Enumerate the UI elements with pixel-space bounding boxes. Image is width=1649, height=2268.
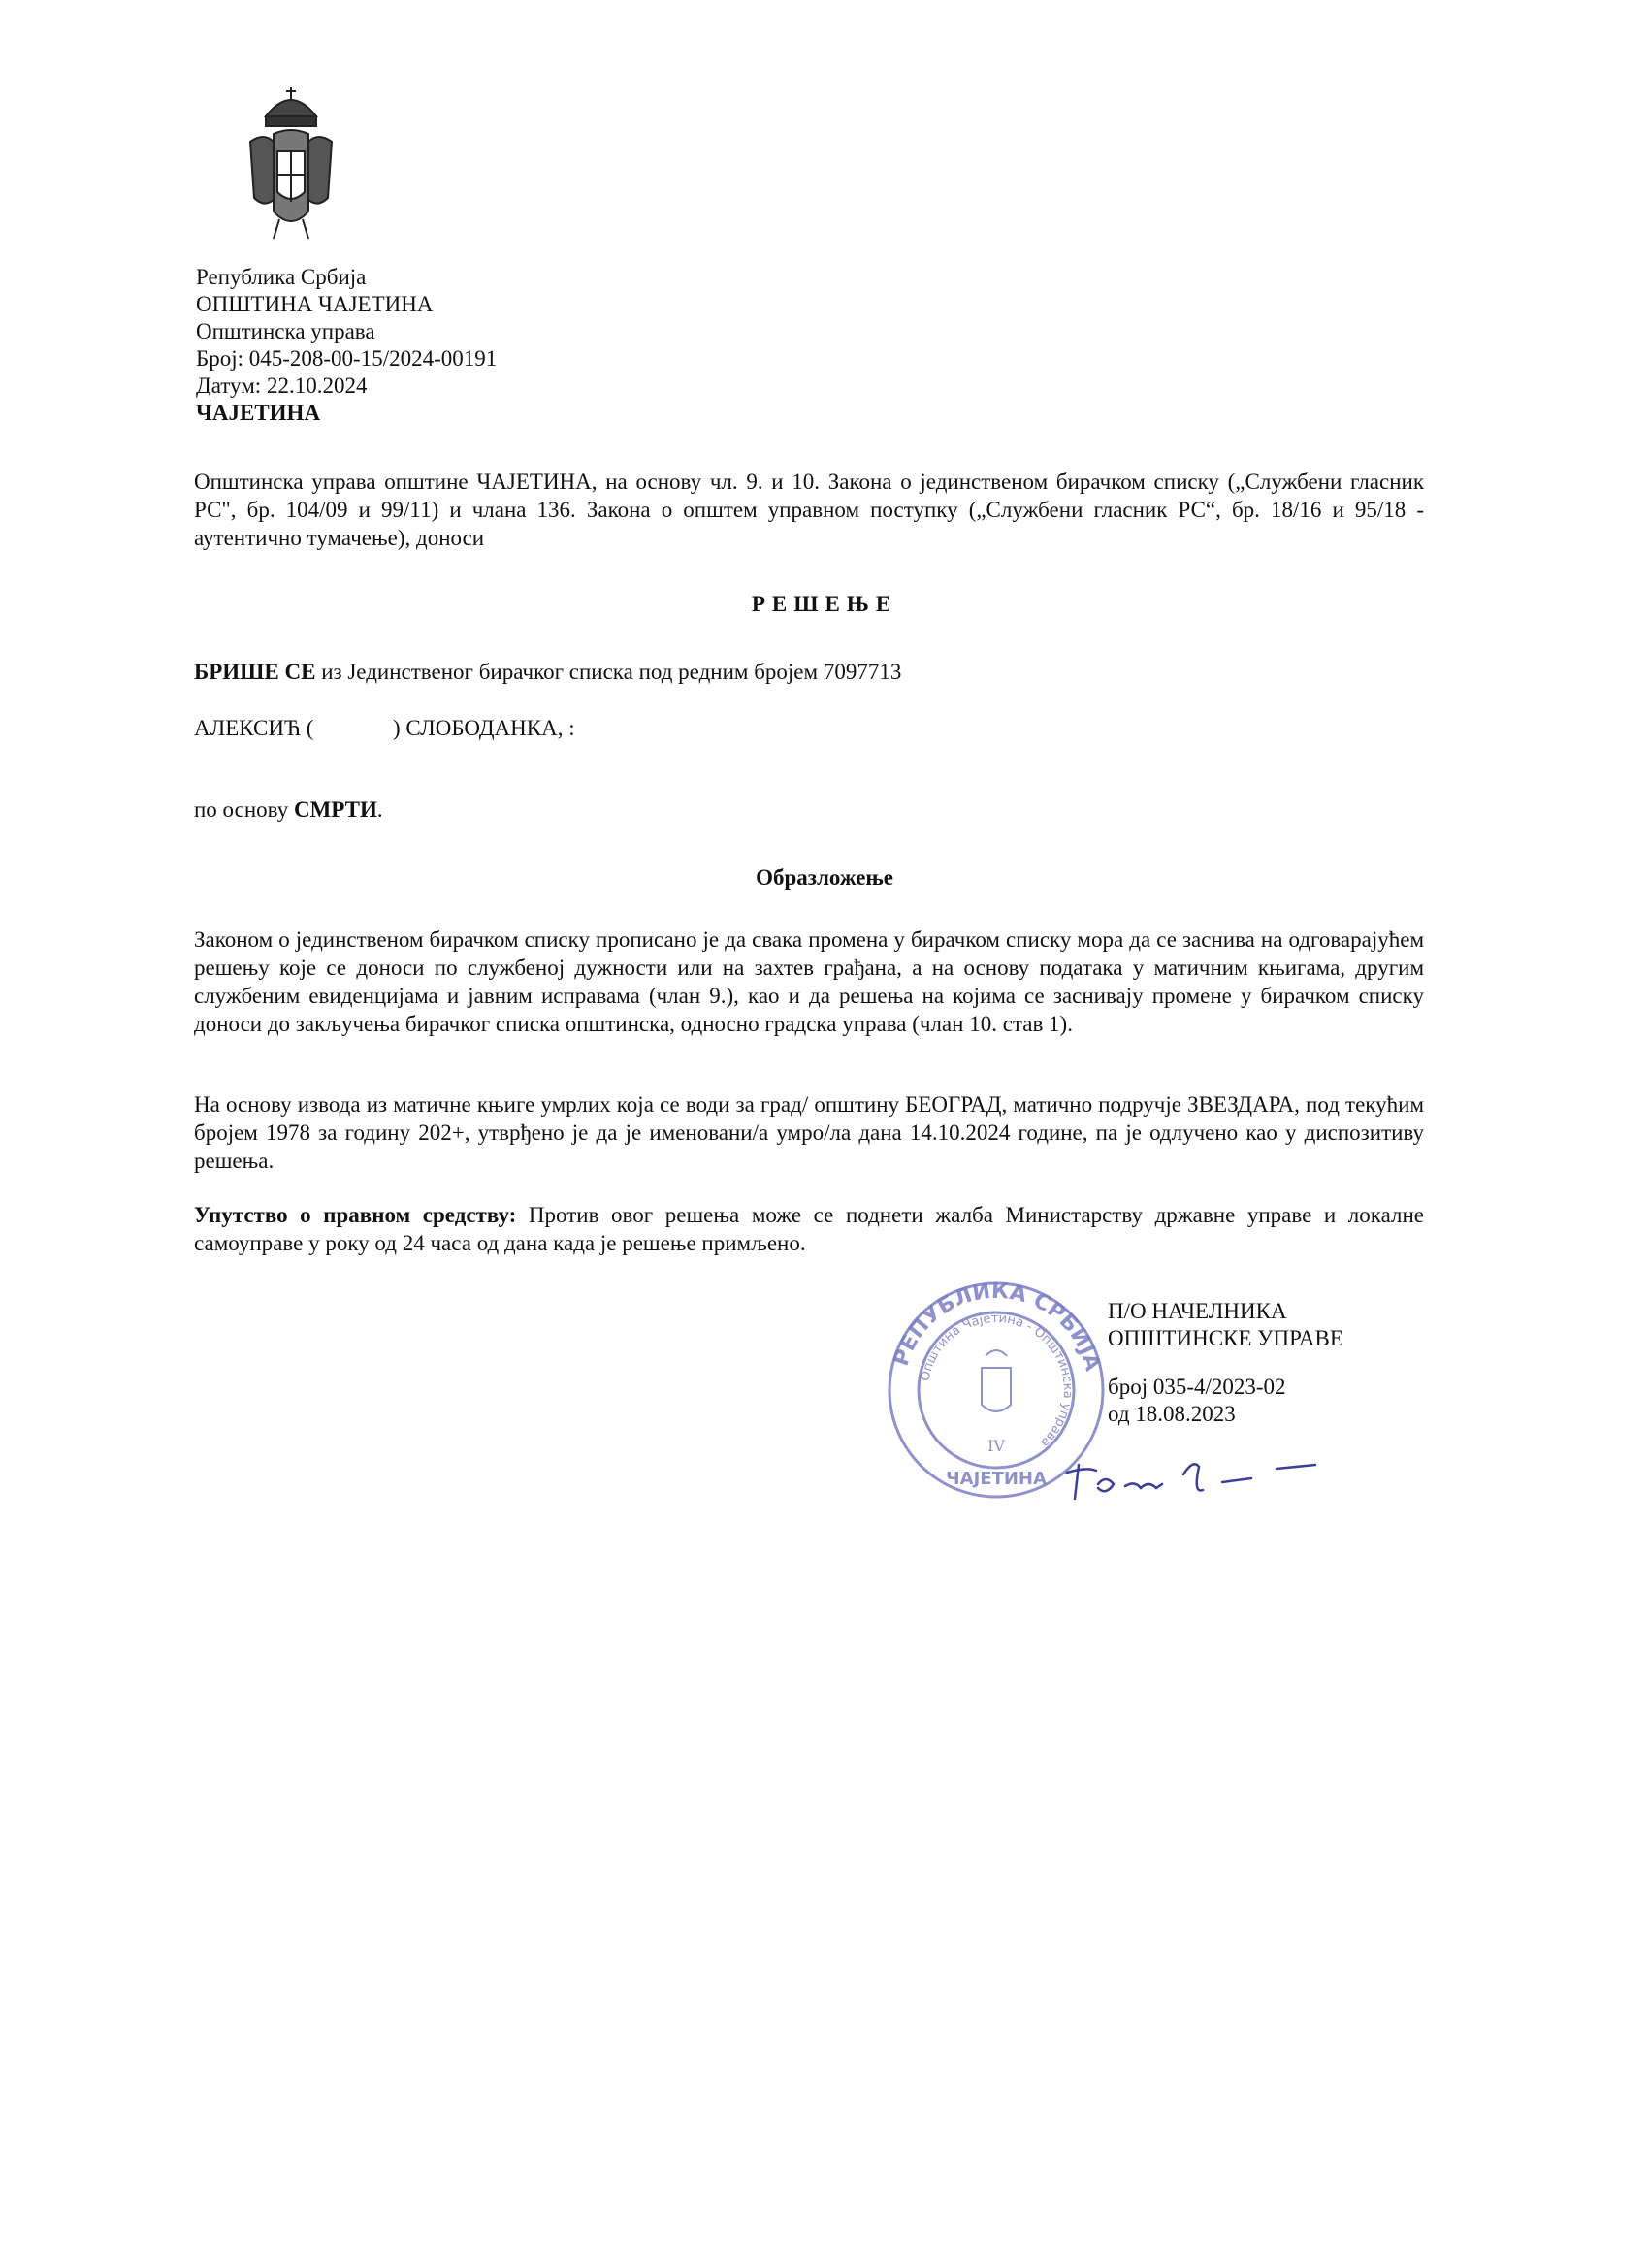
remedy-bold: Упутство о правном средству: xyxy=(194,1203,517,1227)
handwritten-signature xyxy=(1057,1445,1329,1513)
explanation-text-1: Законом о јединственом бирачком списку прописано је да свака промена у бирачком списку мора да се заснива на одговарајућем решењу које се доноси по службеној дужности или на захтев грађана, а на основу података у матичним књигама, другим службеним евиденцијама и јавним исправама (члан 9.), као и да решења на којима се заснивају промене у бирачком списку доноси до закључења бирачког списка општинска, односно градска управа (члан 10. став 1). xyxy=(194,927,1424,1036)
intro-paragraph xyxy=(194,468,1424,552)
remedy-paragraph xyxy=(194,1201,1424,1257)
header-date: Датум: 22.10.2024 xyxy=(196,373,368,398)
signatory-line-2: ОПШТИНСКЕ УПРАВЕ xyxy=(1108,1326,1343,1350)
basis-line xyxy=(194,797,383,823)
svg-text:Општина Чајетина - Општинска у xyxy=(919,1312,1076,1450)
stamp-number: IV xyxy=(987,1437,1005,1455)
header-number: Број: 045-208-00-15/2024-00191 xyxy=(196,346,498,371)
coat-of-arms-emblem xyxy=(244,83,338,246)
decision-title: РЕШЕЊЕ xyxy=(751,592,898,616)
person-surname: АЛЕКСИЋ ( xyxy=(194,716,314,740)
stamp-bottom-text: ЧАЈЕТИНА xyxy=(946,1469,1047,1489)
stamp-inner-text: Општина Чајетина - Општинска управа xyxy=(918,1311,1076,1450)
explanation-paragraph-2 xyxy=(194,1090,1424,1175)
decision-bold: БРИШЕ СЕ xyxy=(194,660,316,684)
header-administration: Општинска управа xyxy=(196,319,375,343)
explanation-title: Образложење xyxy=(756,865,893,890)
explanation-paragraph-1 xyxy=(194,925,1424,1038)
person-line xyxy=(194,716,575,741)
signatory-line-1: П/О НАЧЕЛНИКА xyxy=(1108,1299,1287,1323)
decision-line xyxy=(194,660,901,685)
document-header xyxy=(196,264,497,427)
intro-text: Општинска управа општине ЧАЈЕТИНА, на основу чл. 9. и 10. Закона о јединственом бирачком списку („Службени гласник РС", бр. 104/09 и 99/11) и члана 136. Закона о општем управном поступку („Службени гласник РС“, бр. 18/16 и 95/18 - аутентично тумачење), доноси xyxy=(194,470,1424,550)
basis-suffix: . xyxy=(376,797,383,822)
header-city: ЧАЈЕТИНА xyxy=(196,401,321,425)
signatory-line-4: од 18.08.2023 xyxy=(1108,1402,1236,1426)
signatory-line-3: број 035-4/2023-02 xyxy=(1108,1375,1286,1399)
header-municipality: ОПШТИНА ЧАЈЕТИНА xyxy=(196,292,434,316)
header-republic: Република Србија xyxy=(196,265,367,289)
remedy-text: Против овог решења може се поднети жалба Министарству државне управе и локалне самоуправе у року од 24 часа од дана када је решење примљено. xyxy=(194,1203,1424,1255)
person-name: ) СЛОБОДАНКА, : xyxy=(392,716,575,740)
basis-prefix: по основу xyxy=(194,797,294,822)
stamp-outer-text: РЕПУБЛИКА СРБИЈА xyxy=(889,1279,1105,1375)
explanation-text-2: На основу извода из матичне књиге умрлих која се води за град/ општину БЕОГРАД, матично подручје ЗВЕЗДАРА, под текућим бројем 1978 за годину 202+, утврђено је да је именовани/а умро/ла дана 14.10.2024 године, па је одлучено као у диспозитиву решења. xyxy=(194,1092,1424,1173)
signatory-block xyxy=(1108,1298,1343,1428)
decision-text: из Јединственог бирачког списка под редним бројем 7097713 xyxy=(315,660,902,684)
svg-text:РЕПУБЛИКА СРБИЈА xyxy=(889,1280,1105,1374)
basis-bold: СМРТИ xyxy=(293,797,377,822)
